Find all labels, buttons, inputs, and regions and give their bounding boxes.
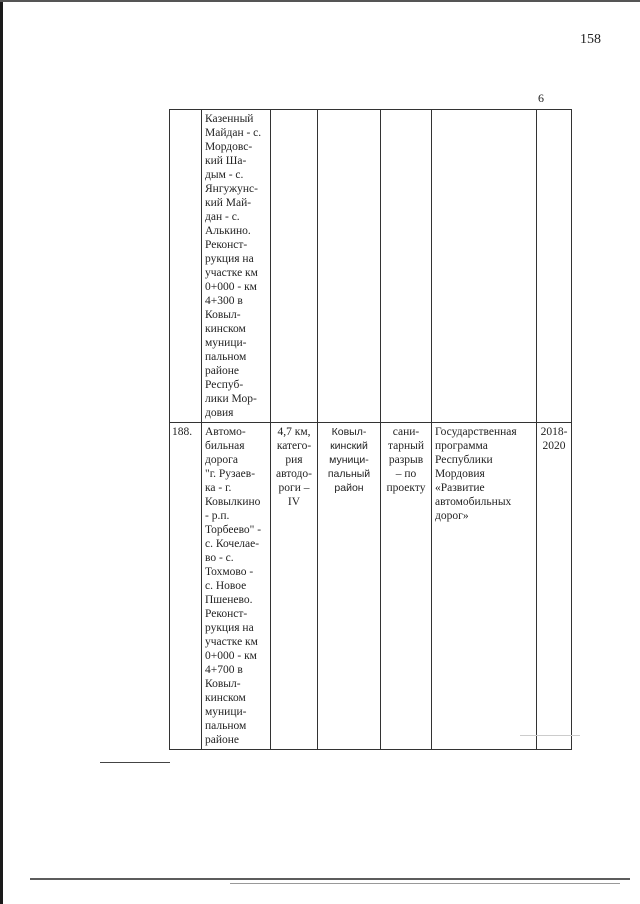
program: [432, 110, 537, 423]
scan-edge-bottom: [30, 878, 630, 880]
program: Государственная программа Республики Мордовия «Развитие автомобильных дорог»: [432, 423, 537, 750]
footnote-divider: [100, 762, 170, 763]
scan-edge-top: [0, 0, 640, 2]
road-name: Автомо- бильная дорога "г. Рузаев- ка - г. Ковылкино - р.п. Торбеево" - с. Кочелае- во - с. Тохмово - с. Новое Пшенево. Реконст- рукция на участке км 0+000 - км 4+700 в Ковыл- кинском муници- пальном районе: [202, 423, 271, 750]
scan-edge-bottom-faint: [230, 883, 620, 884]
sanitary-gap: [381, 110, 432, 423]
scan-edge-left: [0, 0, 3, 904]
road-name: Казенный Майдан - с. Мордовс- кий Ша- дым - с. Янгужунс- кий Май- дан - с. Алькино. Реконст- рукция на участке км 0+000 - км 4+300 в Ковыл- кинском муници- пальном районе Респуб- лики Мор- довия: [202, 110, 271, 423]
table-row: [170, 423, 572, 750]
road-length: [271, 110, 318, 423]
municipal-district: [318, 110, 381, 423]
sub-page-number: 6: [538, 91, 544, 105]
scan-artifact: [520, 735, 580, 736]
road-length: 4,7 км, катего- рия автодо- роги – IV: [271, 423, 318, 750]
years: [537, 110, 572, 423]
roads-table: [169, 109, 572, 750]
sanitary-gap: сани- тарный разрыв – по проекту: [381, 423, 432, 750]
row-number: [170, 110, 202, 423]
page-number: 158: [580, 32, 601, 47]
years: 2018- 2020: [537, 423, 572, 750]
municipal-district: Ковыл- кинский муници- пальный район: [318, 423, 381, 750]
row-number: 188.: [170, 423, 202, 750]
table-row: [170, 110, 572, 423]
